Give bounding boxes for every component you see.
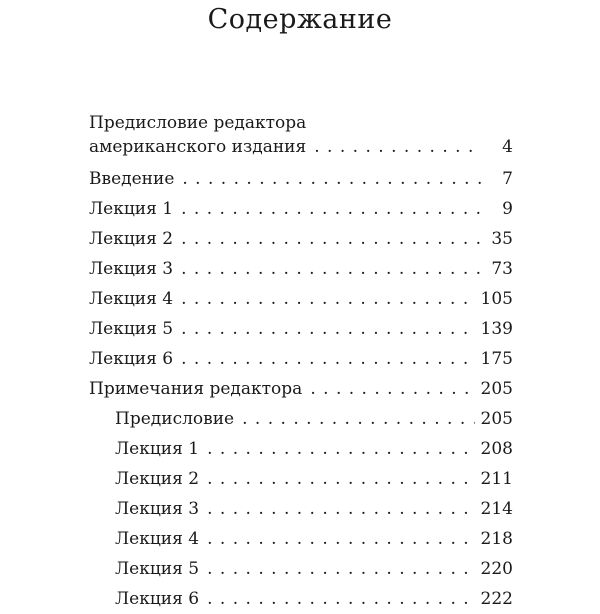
toc-entry-introduction [89, 164, 513, 194]
toc-page-number: 7 [502, 169, 513, 189]
toc-entry-lecture-2 [89, 224, 513, 254]
toc-leader-dots [181, 194, 481, 224]
toc-entry-lecture-5 [89, 314, 513, 344]
toc-leader-dots [207, 434, 474, 464]
toc-entry-lecture-3 [89, 254, 513, 284]
toc-page-number: 214 [480, 499, 513, 519]
toc-entry-title: Лекция 1 [115, 439, 200, 459]
toc-entry-title: Лекция 5 [89, 319, 174, 339]
toc-page-number: 35 [491, 229, 513, 249]
toc-page-number: 208 [480, 439, 513, 459]
toc-entry-title: Примечания редактора [89, 379, 303, 399]
toc-leader-dots [181, 314, 474, 344]
toc-leader-dots [314, 134, 481, 160]
toc-page-number: 4 [502, 137, 513, 157]
toc-leader-dots [207, 494, 474, 524]
toc-entry-title: Лекция 6 [89, 349, 174, 369]
toc-leader-dots [181, 284, 474, 314]
toc-leader-dots [182, 164, 481, 194]
toc-leader-dots [207, 584, 474, 614]
toc-entry-title: Лекция 4 [89, 289, 174, 309]
toc-page-number: 175 [480, 349, 513, 369]
toc-entry-title: Лекция 3 [115, 499, 200, 519]
toc-page-number: 218 [480, 529, 513, 549]
toc-entry-editor-notes [89, 374, 513, 404]
toc-subentry-lecture-2 [89, 464, 513, 494]
table-of-contents [89, 112, 513, 614]
toc-subentry-lecture-5 [89, 554, 513, 584]
toc-page-number: 222 [480, 589, 513, 609]
toc-leader-dots [207, 524, 474, 554]
toc-entry-title: американского издания [89, 137, 307, 157]
toc-page-number: 9 [502, 199, 513, 219]
toc-page-number: 211 [480, 469, 513, 489]
toc-entry-lecture-4 [89, 284, 513, 314]
page-title: Содержание [207, 4, 393, 35]
toc-entry-lecture-6 [89, 344, 513, 374]
toc-entry-lecture-1 [89, 194, 513, 224]
toc-page-number: 220 [480, 559, 513, 579]
toc-entry-title: Лекция 2 [115, 469, 200, 489]
toc-leader-dots [181, 224, 481, 254]
toc-leader-dots [181, 344, 474, 374]
toc-leader-dots [181, 254, 481, 284]
toc-page-number: 105 [480, 289, 513, 309]
toc-subentry-lecture-1 [89, 434, 513, 464]
toc-entry-editor-preface [89, 112, 513, 164]
toc-entry-title: Лекция 3 [89, 259, 174, 279]
toc-page-number: 139 [480, 319, 513, 339]
toc-subentry-lecture-6 [89, 584, 513, 614]
toc-subentry-lecture-3 [89, 494, 513, 524]
toc-page-number: 205 [480, 379, 513, 399]
toc-entry-title: Лекция 6 [115, 589, 200, 609]
toc-entry-title: Лекция 2 [89, 229, 174, 249]
toc-leader-dots [242, 404, 474, 434]
toc-entry-title: Лекция 5 [115, 559, 200, 579]
toc-leader-dots [207, 554, 474, 584]
toc-leader-dots [207, 464, 474, 494]
toc-entry-title-line1: Предисловие редактора [89, 113, 307, 133]
toc-subentry-lecture-4 [89, 524, 513, 554]
toc-leader-dots [310, 374, 474, 404]
toc-entry-title: Лекция 1 [89, 199, 174, 219]
toc-entry-title: Предисловие [115, 409, 235, 429]
toc-subentry-preface [89, 404, 513, 434]
toc-entry-title: Лекция 4 [115, 529, 200, 549]
toc-entry-title: Введение [89, 169, 175, 189]
toc-page-number: 73 [491, 259, 513, 279]
toc-page-number: 205 [480, 409, 513, 429]
